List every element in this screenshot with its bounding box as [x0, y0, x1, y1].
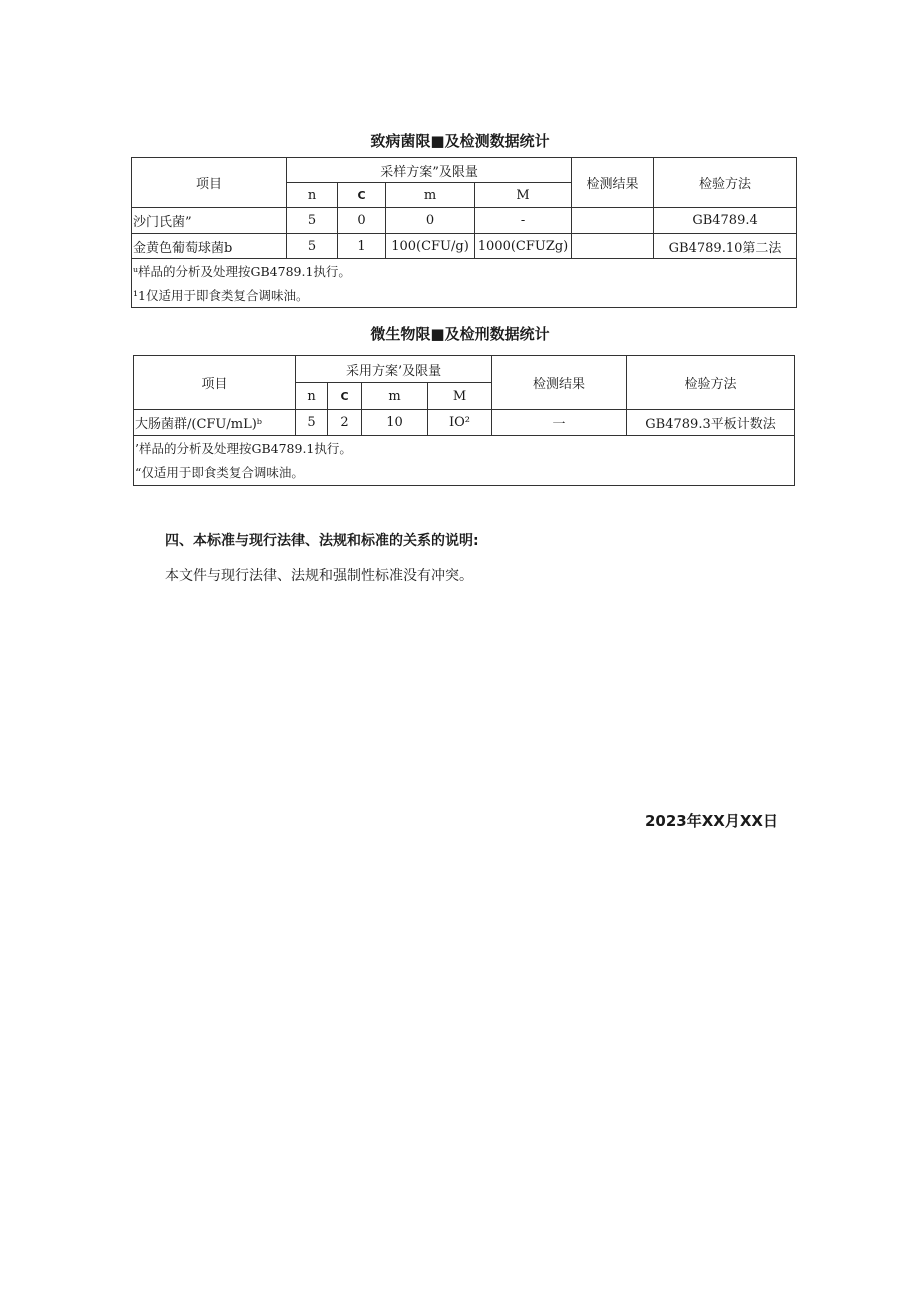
header-item: 项目 — [134, 356, 296, 410]
table-note: “仅适用于即食类复合调味油。 — [134, 460, 795, 486]
header-method: 检验方法 — [627, 356, 795, 410]
header-m: m — [386, 183, 475, 208]
header-method: 检验方法 — [654, 158, 797, 208]
cell-c: 1 — [338, 234, 386, 259]
cell-result: 一 — [492, 410, 627, 436]
header-n: n — [296, 383, 328, 410]
cell-method: GB4789.4 — [654, 208, 797, 234]
table-note: ¹1仅适用于即食类复合调味油。 — [132, 283, 797, 308]
header-plan: 采样方案”及限量 — [287, 158, 572, 183]
table1-title: 致病菌限■及检测数据统计 — [370, 132, 550, 150]
header-c: C — [338, 183, 386, 208]
table-row — [132, 234, 797, 259]
header-item: 项目 — [132, 158, 287, 208]
cell-item: 金黄色葡萄球菌b — [132, 234, 287, 259]
microbe-limit-table — [133, 355, 795, 486]
header-result: 检测结果 — [492, 356, 627, 410]
cell-n: 5 — [296, 410, 328, 436]
header-M: M — [428, 383, 492, 410]
cell-c: 2 — [328, 410, 362, 436]
cell-m: 10 — [362, 410, 428, 436]
cell-M: 1000(CFUZg) — [475, 234, 572, 259]
cell-M: IO² — [428, 410, 492, 436]
table2-title: 微生物限■及检刑数据统计 — [370, 325, 550, 343]
section-body: 本文件与现行法律、法规和强制性标准没有冲突。 — [165, 568, 473, 584]
table-note: ᵘ样品的分析及处理按GB4789.1执行。 — [132, 259, 797, 283]
pathogen-limit-table — [131, 157, 797, 308]
section-heading: 四、本标准与现行法律、法规和标准的关系的说明: — [165, 533, 479, 549]
header-c: C — [328, 383, 362, 410]
header-plan: 采用方案’及限量 — [296, 356, 492, 383]
cell-c: 0 — [338, 208, 386, 234]
cell-M: - — [475, 208, 572, 234]
cell-result — [572, 234, 654, 259]
cell-m: 0 — [386, 208, 475, 234]
cell-method: GB4789.3平板计数法 — [627, 410, 795, 436]
cell-method: GB4789.10第二法 — [654, 234, 797, 259]
cell-item: 大肠菌群/(CFU/mL)ᵇ — [134, 410, 296, 436]
cell-n: 5 — [287, 234, 338, 259]
table-row — [134, 410, 795, 436]
cell-result — [572, 208, 654, 234]
cell-n: 5 — [287, 208, 338, 234]
table-row — [132, 208, 797, 234]
cell-item: 沙门氏菌” — [132, 208, 287, 234]
table-note: ’样品的分析及处理按GB4789.1执行。 — [134, 436, 795, 460]
header-result: 检测结果 — [572, 158, 654, 208]
header-n: n — [287, 183, 338, 208]
header-M: M — [475, 183, 572, 208]
header-m: m — [362, 383, 428, 410]
cell-m: 100(CFU/g) — [386, 234, 475, 259]
document-date: 2023年XX月XX日 — [644, 812, 778, 830]
